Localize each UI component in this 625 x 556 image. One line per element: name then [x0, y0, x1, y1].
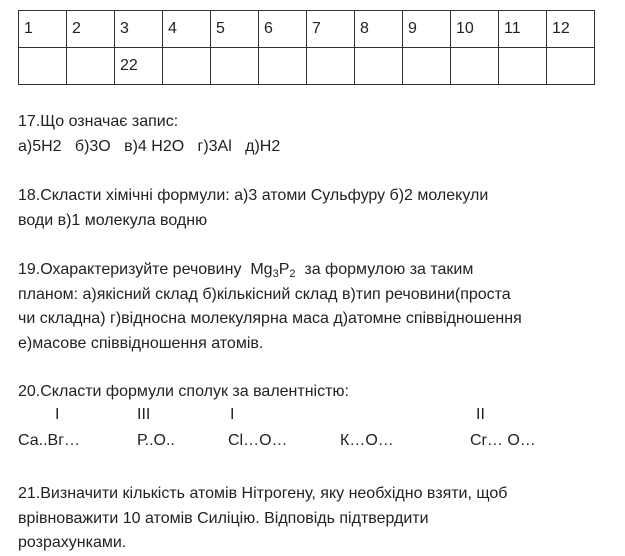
- q18-line1: 18.Скласти хімічні формули: а)3 атоми Сульфуру б)2 молекули: [18, 187, 489, 204]
- grid-answer-cell: [547, 48, 595, 85]
- q21-line3: розрахунками.: [18, 534, 127, 551]
- q20-formula-5: Cr… O…: [470, 432, 536, 449]
- q21-line1: 21.Визначити кількість атомів Нітрогену, яку необхідно взяти, щоб: [18, 485, 508, 502]
- grid-answer-cell: [499, 48, 547, 85]
- q20-valence-1: I: [55, 406, 60, 423]
- q20-valence-4: II: [476, 406, 485, 423]
- q18-line2: води в)1 молекула водню: [18, 211, 208, 229]
- q20-formula-3: Cl…O…: [228, 432, 288, 449]
- q21-line2: врівноважити 10 атомів Силіцію. Відповідь підтвердити: [18, 509, 429, 527]
- grid-header-cell: 5: [211, 11, 259, 48]
- q19-suffix: за формулою за таким: [295, 261, 474, 278]
- q20-formula-1: Са..Вг…: [18, 432, 81, 449]
- answer-grid: [18, 10, 595, 85]
- grid-answer-cell: [67, 48, 115, 85]
- q19-sub1: 3: [272, 268, 279, 280]
- q20-formula-2: Р..О..: [137, 432, 175, 449]
- question-17: [18, 110, 280, 159]
- q20-valence-2: III: [137, 406, 151, 423]
- grid-answer-cell: 22: [115, 48, 163, 85]
- grid-header-cell: 1: [19, 11, 67, 48]
- q19-sub2: 2: [289, 268, 296, 280]
- question-19: [18, 258, 522, 356]
- q20-formula-4: К…О…: [340, 432, 394, 449]
- grid-header-cell: 2: [67, 11, 115, 48]
- q19-prefix: 19.Охарактеризуйте речовину Mg: [18, 261, 273, 278]
- q19-mid: P: [278, 261, 290, 278]
- q19-line3: чи складна) г)відносна молекулярна маса д)атомне співвідношення: [18, 310, 522, 327]
- question-18: [18, 184, 488, 233]
- q19-line1: [18, 258, 522, 283]
- q20-title: 20.Скласти формули сполук за валентністю:: [18, 383, 349, 400]
- grid-answer-cell: [211, 48, 259, 85]
- grid-answer-cell: [19, 48, 67, 85]
- grid-header-row: [19, 11, 595, 48]
- grid-header-cell: 9: [403, 11, 451, 48]
- grid-answer-cell: [307, 48, 355, 85]
- grid-answer-cell: [355, 48, 403, 85]
- grid-header-cell: 12: [547, 11, 595, 48]
- grid-answer-cell: [403, 48, 451, 85]
- q20-valence-3: I: [230, 406, 235, 423]
- question-21: [18, 482, 507, 556]
- grid-answer-cell: [451, 48, 499, 85]
- grid-answer-cell: [259, 48, 307, 85]
- q19-line4: е)масове співвідношення атомів.: [18, 334, 264, 352]
- grid-header-cell: 7: [307, 11, 355, 48]
- grid-header-cell: 11: [499, 11, 547, 48]
- grid-answer-row: [19, 48, 595, 85]
- grid-header-cell: 8: [355, 11, 403, 48]
- grid-answer-cell: [163, 48, 211, 85]
- grid-header-cell: 3: [115, 11, 163, 48]
- q17-items: а)5Н2 б)3О в)4 Н2О г)3Аl д)Н2: [18, 137, 281, 155]
- q19-line2: планом: а)якісний склад б)кількісний склад в)тип речовини(проста: [18, 285, 511, 303]
- grid-header-cell: 4: [163, 11, 211, 48]
- grid-header-cell: 6: [259, 11, 307, 48]
- grid-header-cell: 10: [451, 11, 499, 48]
- q17-title: 17.Що означає запис:: [18, 113, 179, 130]
